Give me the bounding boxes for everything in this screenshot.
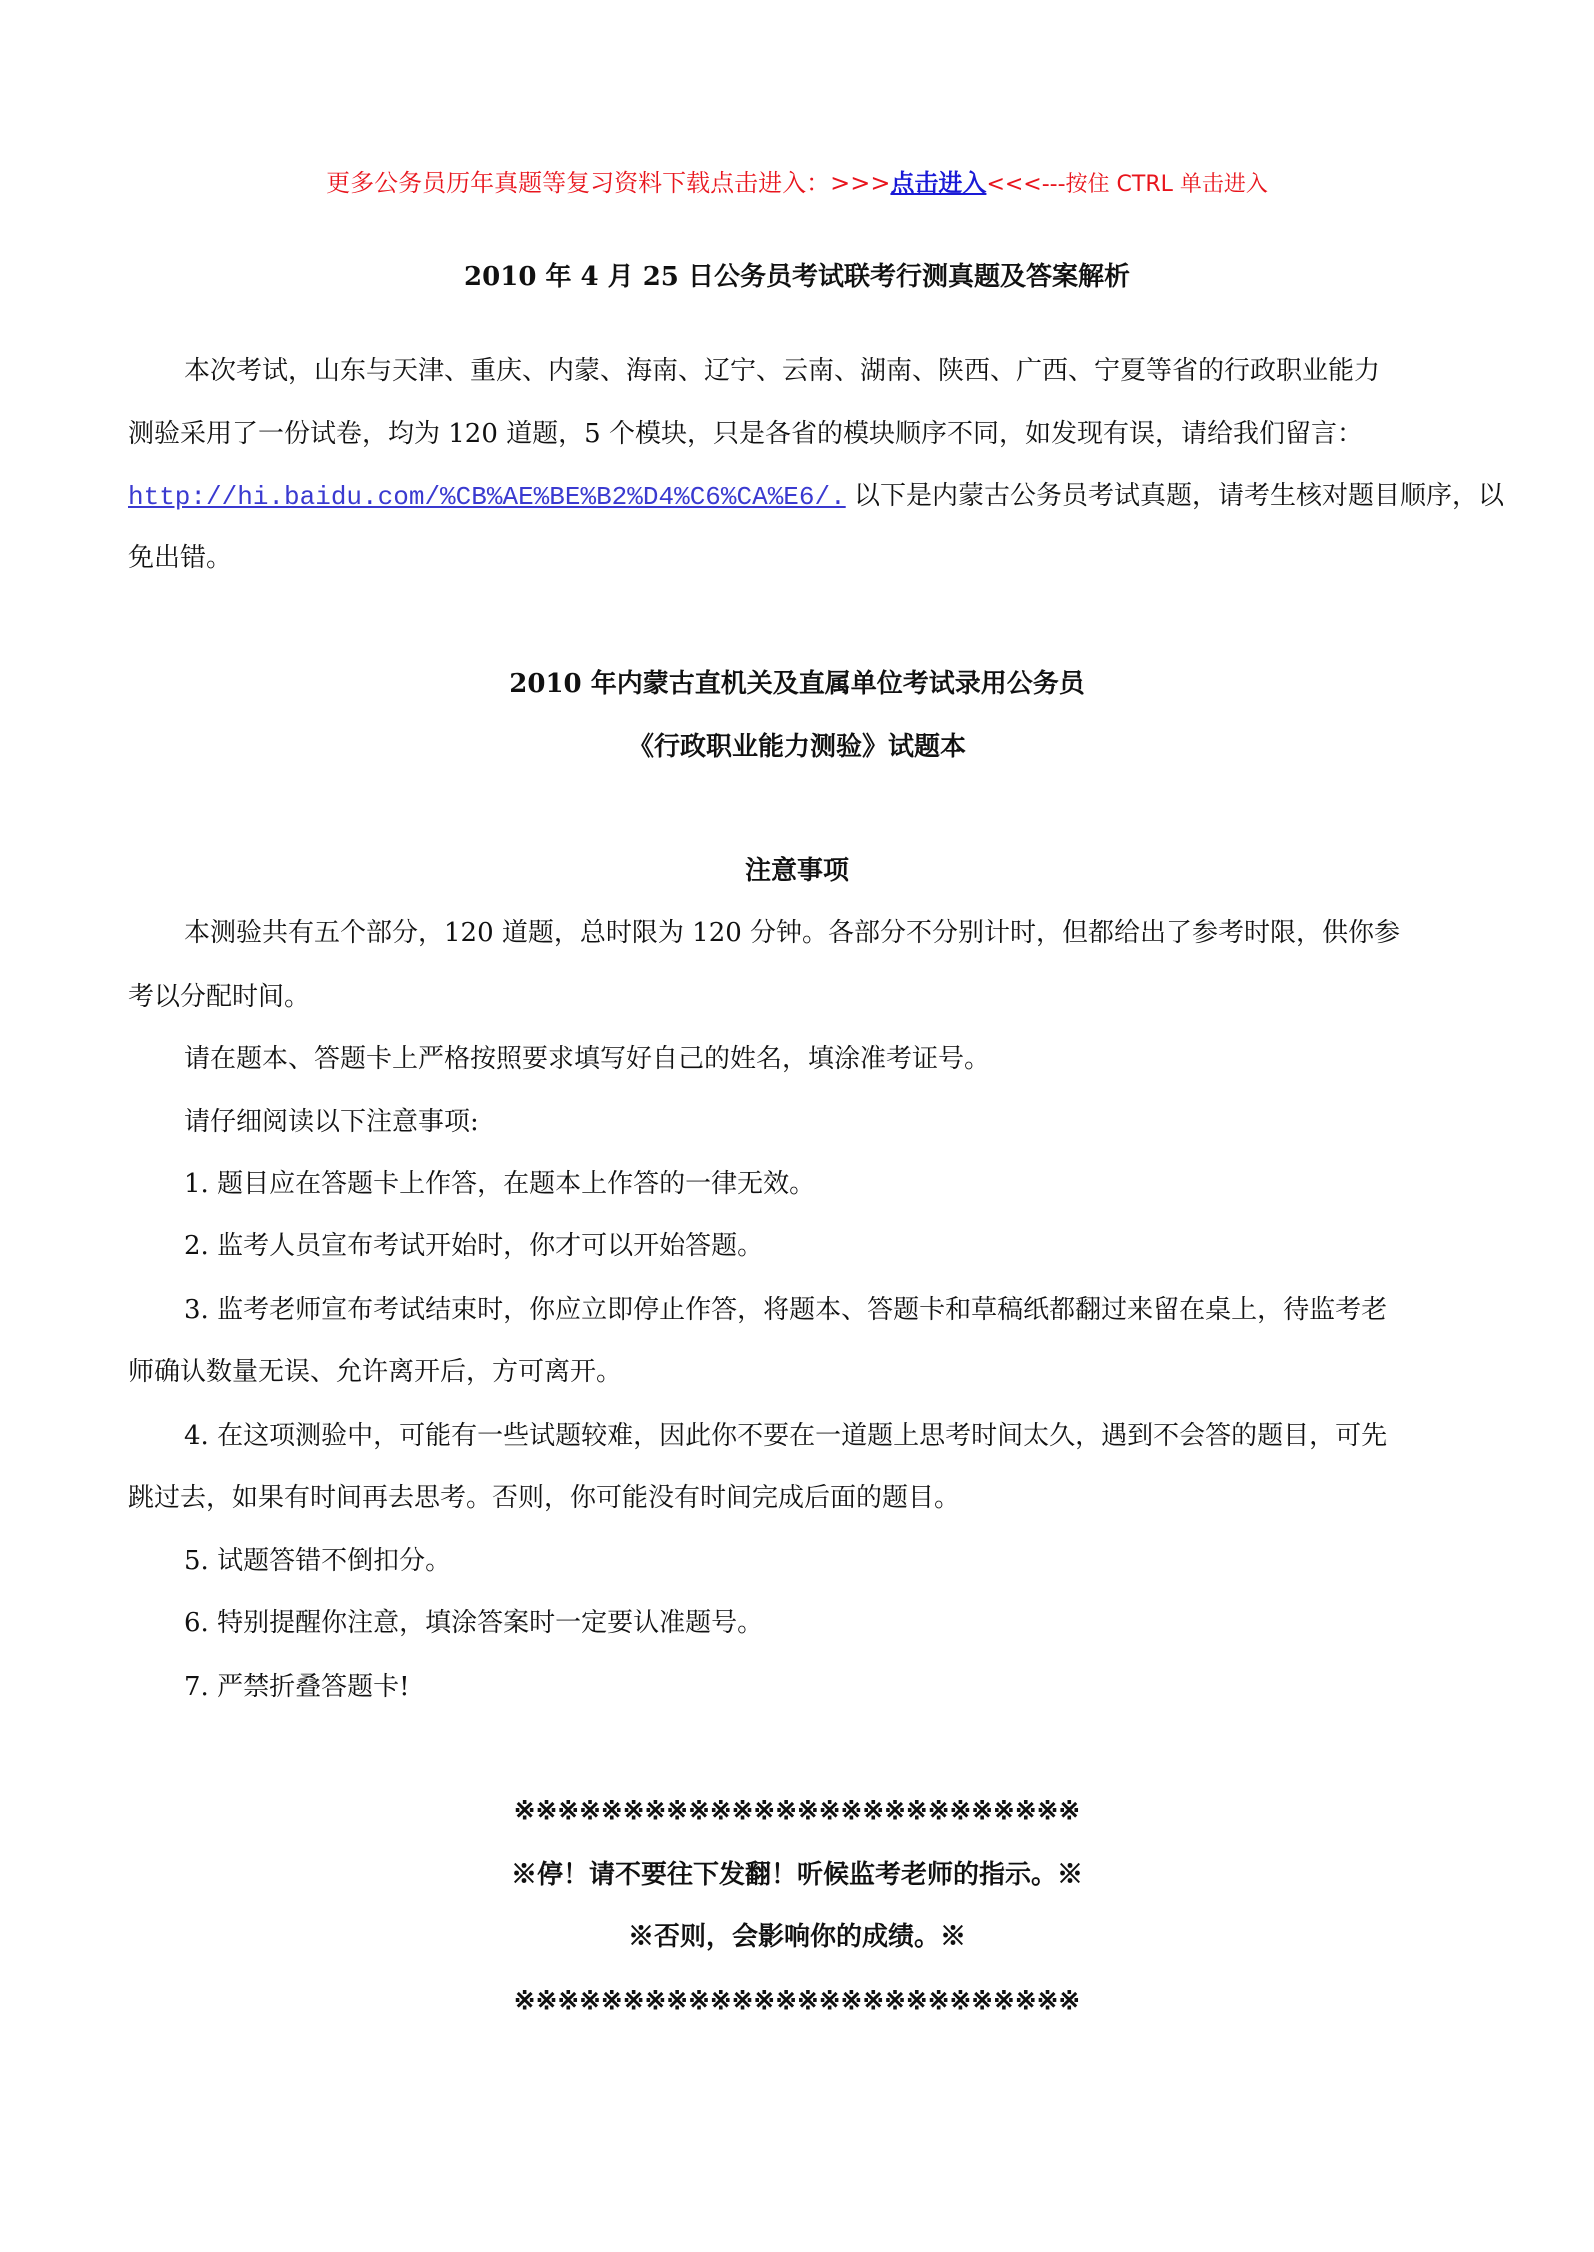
warning-border-top: ※※※※※※※※※※※※※※※※※※※※※※※※※※	[513, 1796, 1081, 1826]
notice-item-2: 2. 监考人员宣布考试开始时，你才可以开始答题。	[184, 1231, 764, 1261]
intro-line-3-text: 以下是内蒙古公务员考试真题，请考生核对题目顺序，以	[845, 481, 1504, 511]
notice-item-4-cont: 跳过去，如果有时间再去思考。否则，你可能没有时间完成后面的题目。	[128, 1483, 961, 1513]
notice-item-7: 7. 严禁折叠答题卡!	[184, 1672, 410, 1702]
blog-url-link[interactable]: http://hi.baidu.com/%CB%AE%BE%B2%D4%C6%CA%E6/.	[128, 482, 846, 512]
intro-line-2: 测验采用了一份试卷，均为 120 道题，5 个模块，只是各省的模块顺序不同，如发现有误，请给我们留言：	[128, 419, 1363, 449]
intro-line-3	[128, 479, 1504, 514]
notice-item-6: 6. 特别提醒你注意，填涂答案时一定要认准题号。	[184, 1608, 764, 1638]
notice-item-4: 4. 在这项测验中，可能有一些试题较难，因此你不要在一道题上思考时间太久，遇到不会答的题目，可先	[184, 1421, 1388, 1451]
warning-line-1: ※停！请不要往下发翻！听候监考老师的指示。※	[510, 1860, 1083, 1890]
intro-line-1: 本次考试，山东与天津、重庆、内蒙、海南、辽宁、云南、湖南、陕西、广西、宁夏等省的行政职业能力	[184, 356, 1381, 386]
notice-heading: 注意事项	[744, 856, 849, 886]
notice-item-3-cont: 师确认数量无误、允许离开后，方可离开。	[128, 1357, 623, 1387]
notice-item-5: 5. 试题答错不倒扣分。	[184, 1546, 452, 1576]
document-title: 2010 年 4 月 25 日公务员考试联考行测真题及答案解析	[464, 262, 1130, 292]
notice-line: 请仔细阅读以下注意事项:	[184, 1107, 479, 1137]
notice-item-3: 3. 监考老师宣布考试结束时，你应立即停止作答，将题本、答题卡和草稿纸都翻过来留在桌上，待监考老	[184, 1295, 1388, 1325]
banner-suffix: <<<---按住 CTRL 单击进入	[986, 172, 1268, 197]
notice-line: 请在题本、答题卡上严格按照要求填写好自己的姓名，填涂准考证号。	[184, 1044, 991, 1074]
notice-line: 本测验共有五个部分，120 道题，总时限为 120 分钟。各部分不分别计时，但都给出了参考时限，供你参	[184, 918, 1401, 948]
notice-item-1: 1. 题目应在答题卡上作答，在题本上作答的一律无效。	[184, 1169, 816, 1199]
exam-title-line-1: 2010 年内蒙古直机关及直属单位考试录用公务员	[509, 669, 1085, 699]
banner-prefix: 更多公务员历年真题等复习资料下载点击进入：>>>	[326, 169, 891, 197]
exam-title-line-2: 《行政职业能力测验》试题本	[627, 732, 966, 762]
banner-link[interactable]: 点击进入	[890, 169, 987, 197]
warning-border-bottom: ※※※※※※※※※※※※※※※※※※※※※※※※※※	[513, 1986, 1081, 2016]
download-banner	[0, 166, 1594, 202]
intro-line-4: 免出错。	[128, 543, 233, 573]
warning-line-2: ※否则，会影响你的成绩。※	[627, 1922, 966, 1952]
notice-line: 考以分配时间。	[128, 982, 311, 1012]
